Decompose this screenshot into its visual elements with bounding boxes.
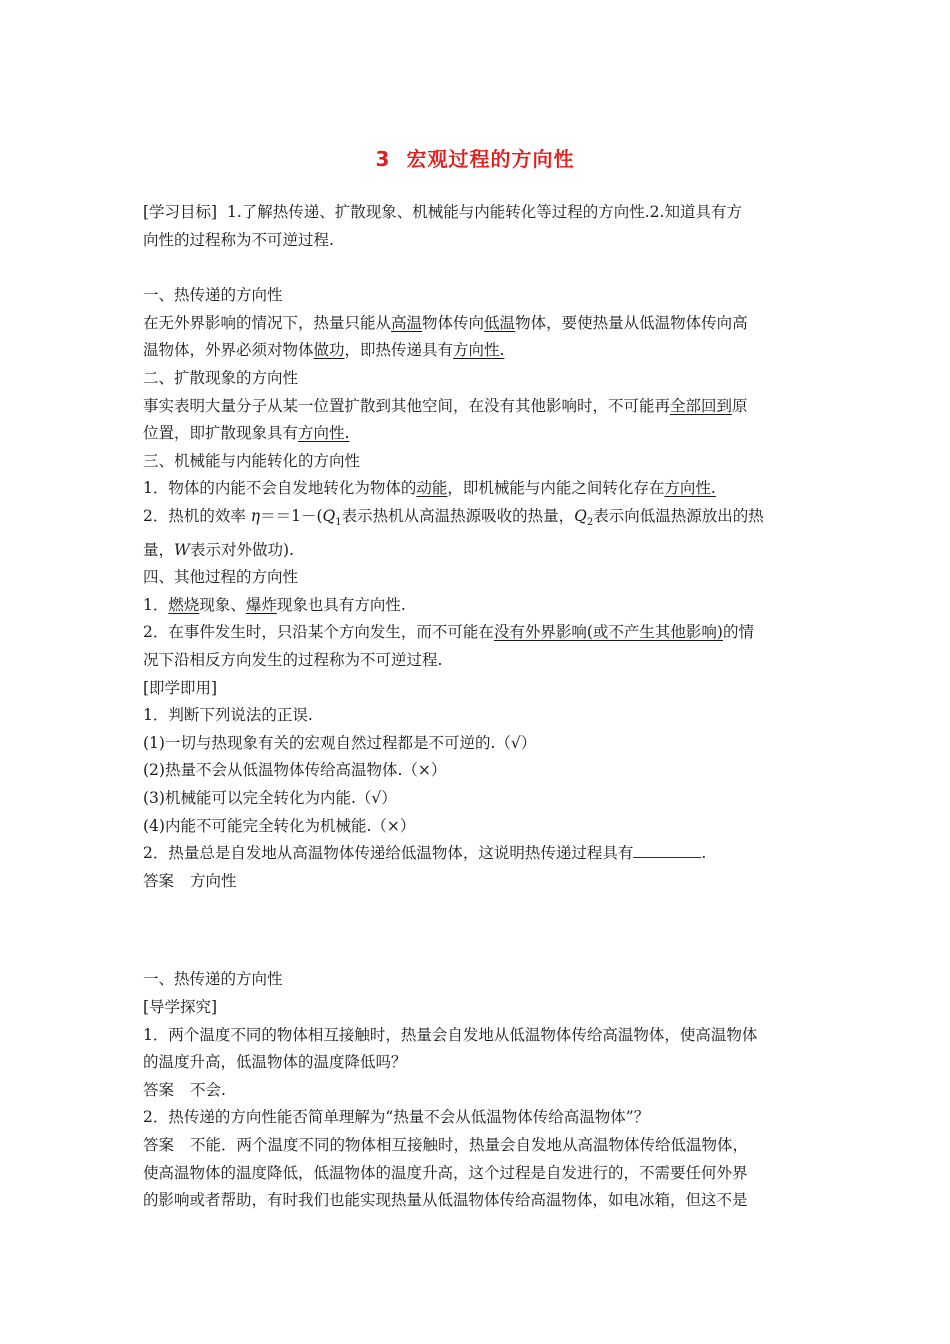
fill-answer: 没有外界影响(或不产生其他影响) <box>493 623 723 642</box>
answer-cont: 的影响或者帮助，有时我们也能实现热量从低温物体传给高温物体，如电冰箱，但这不是 <box>143 1191 748 1210</box>
fill-answer: 低温 <box>484 313 516 332</box>
learning-goals <box>143 199 808 227</box>
fill-answer: 做功 <box>313 341 345 360</box>
practice-label: [即学即用] <box>143 678 218 697</box>
list-item: 1．燃烧现象、爆炸现象也具有方向性. <box>143 595 406 614</box>
judgement-item: (4)内能不可能完全转化为机械能.（×） <box>143 816 416 835</box>
answer <box>143 1132 808 1160</box>
section-heading: 一、热传递的方向性 <box>143 286 283 305</box>
fill-answer: 方向性. <box>298 424 350 443</box>
fill-answer: 方向性. <box>453 341 505 360</box>
answer-text: 不会. <box>190 1080 226 1099</box>
paragraph: 温物体，外界必须对物体做功，即热传递具有方向性. <box>143 341 505 360</box>
answer-blank <box>633 841 701 858</box>
explore-label: [导学探究] <box>143 997 218 1016</box>
answer-label: 答案 <box>143 1135 175 1154</box>
fill-answer: 燃烧 <box>168 595 200 614</box>
goals-label: [学习目标] <box>143 203 218 221</box>
fill-answer: 动能 <box>416 479 448 498</box>
paragraph: 在无外界影响的情况下，热量只能从高温物体传向低温物体，要使热量从低温物体传向高 <box>143 313 748 332</box>
answer-cont: 使高温物体的温度降低，低温物体的温度升高，这个过程是自发进行的，不需要任何外界 <box>143 1163 748 1182</box>
list-item-cont: 量，W表示对外做功). <box>143 540 294 559</box>
question-cont: 的温度升高，低温物体的温度降低吗？ <box>143 1053 407 1072</box>
judgement-item: (3)机械能可以完全转化为内能.（√） <box>143 788 397 807</box>
paragraph: 事实表明大量分子从某一位置扩散到其他空间，在没有其他影响时，不可能再全部回到原 <box>143 396 748 415</box>
judgement-item: (2)热量不会从低温物体传给高温物体.（×） <box>143 761 447 780</box>
answer-label: 答案 <box>143 871 175 890</box>
paragraph: 位置，即扩散现象具有方向性. <box>143 424 350 443</box>
list-item: 1．物体的内能不会自发地转化为物体的动能，即机械能与内能之间转化存在方向性. <box>143 479 716 498</box>
goals-text: 1.了解热传递、扩散现象、机械能与内能转化等过程的方向性.2.知道具有方 <box>226 203 742 221</box>
answer-text: 方向性 <box>190 871 237 890</box>
fill-answer: 方向性. <box>664 479 716 498</box>
list-item-cont: 况下沿相反方向发生的过程称为不可逆过程. <box>143 651 443 669</box>
page-title <box>0 143 950 172</box>
judgement-item: (1)一切与热现象有关的宏观自然过程都是不可逆的.（√） <box>143 733 537 752</box>
question: 2．热传递的方向性能否简单理解为“热量不会从低温物体传给高温物体”？ <box>143 1108 650 1127</box>
question: 1．两个温度不同的物体相互接触时，热量会自发地从低温物体传给高温物体，使高温物体 <box>143 1025 758 1044</box>
document-body <box>143 199 808 1215</box>
answer <box>143 868 808 896</box>
question: 1．判断下列说法的正误. <box>143 706 313 725</box>
list-item: 2．在事件发生时，只沿某个方向发生，而不可能在没有外界影响(或不产生其他影响)的情 <box>143 623 754 642</box>
fill-answer: 高温 <box>391 313 423 332</box>
learning-goals-cont: 向性的过程称为不可逆过程. <box>143 230 334 249</box>
answer <box>143 1077 808 1105</box>
section-heading: 四、其他过程的方向性 <box>143 568 299 587</box>
answer-label: 答案 <box>143 1080 175 1099</box>
section-heading: 一、热传递的方向性 <box>143 970 283 989</box>
question: 2．热量总是自发地从高温物体传递给低温物体，这说明热传递过程具有 . <box>143 840 808 868</box>
fill-answer: 爆炸 <box>245 595 277 614</box>
section-heading: 三、机械能与内能转化的方向性 <box>143 451 361 470</box>
title-text: 宏观过程的方向性 <box>406 147 575 171</box>
title-number: 3 <box>375 147 391 171</box>
answer-text: 不能．两个温度不同的物体相互接触时，热量会自发地从高温物体传给低温物体， <box>190 1135 749 1154</box>
fill-answer: 全部回到 <box>670 396 733 415</box>
section-heading: 二、扩散现象的方向性 <box>143 368 299 387</box>
list-item: 2．热机的效率 $\eta==1-(Q_1$表示热机从高温热源吸收的热量，$Q_2$表示向低温热源放出的热 <box>143 506 764 529</box>
